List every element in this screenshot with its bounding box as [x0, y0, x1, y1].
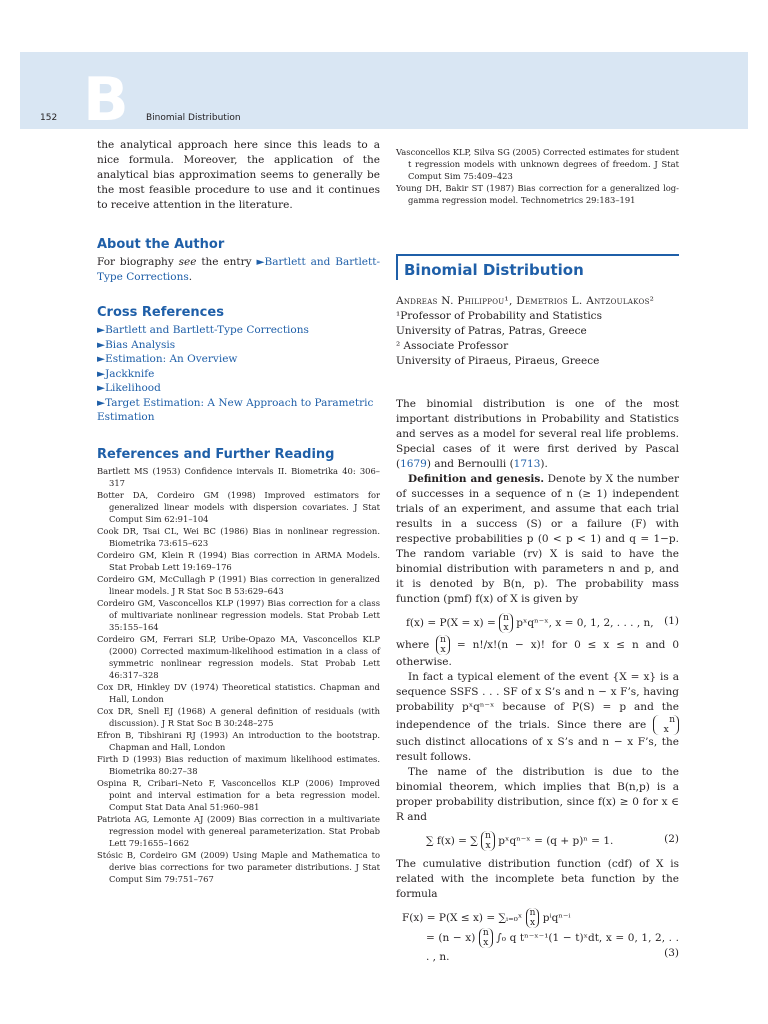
affiliation: University of Patras, Patras, Greece	[396, 325, 587, 337]
entry-title-block	[396, 254, 679, 280]
references-list	[97, 465, 380, 885]
cross-ref-link[interactable]: ►Jackknife	[97, 367, 155, 380]
where-paragraph: where n x = n!/x!(n − x)! for 0 ≤ x ≤ n and 0 otherwise.	[396, 635, 680, 668]
reference-item: Cordeiro GM, Vasconcellos KLP (1997) Bias correction for a class of multivariate nonlinear regression models. Stat Probab Lett 35:155–164	[97, 597, 380, 632]
reference-item: Vasconcellos KLP, Silva SG (2005) Corrected estimates for student t regression models with unknown degrees of freedom. J Stat Comput Sim 75:409–423	[396, 147, 679, 181]
cross-ref-link[interactable]: ►Bias Analysis	[97, 338, 176, 351]
about-link[interactable]: ►Bartlett and Bartlett-Type Corrections	[97, 256, 381, 283]
reference-item: Young DH, Bakir ST (1987) Bias correction for a generalized log-gamma regression model. Technometrics 29:183–191	[396, 183, 679, 205]
intro-paragraph: the analytical approach here since this leads to a nice formula. Moreover, the application of the analytical bias approximation seems to generally be the most feasible procedure to use and it continues to receive attention in the literature.	[97, 139, 380, 211]
reference-item: Ospina R, Cribari–Neto F, Vasconcellos KLP (2006) Improved point and interval estimation for a beta regression model. Comput Stat Data Anal 51:960–981	[97, 777, 380, 812]
reference-item: Patriota AG, Lemonte AJ (2009) Bias correction in a multivariate regression model with genereal parameterization. Stat Probab Lett 79:1655–1662	[97, 813, 380, 848]
equation-3: F(x) = P(X ≤ x) = ∑ᵢ₌₀ˣ n x pⁱqⁿ⁻ⁱ = (n − x) n x ∫₀ q tⁿ⁻ˣ⁻¹(1 − t)ˣdt, x = 0, 1, 2, . . . , n. (3)	[402, 908, 679, 963]
affiliation: ¹Professor of Probability and Statistics	[396, 310, 602, 322]
right-column	[396, 146, 680, 963]
cross-ref-link[interactable]: ►Estimation: An Overview	[97, 353, 238, 365]
definition-paragraph: Definition and genesis. Denote by X the number of successes in a sequence of n (≥ 1) independent trials of an experiment, and assume that each trial results in a success (S) or a failure (F) with respective probabilities p (0 < p < 1) and q = 1−p. The random variable (rv) X is said to have the binomial distribution with parameters n and p, and it is denoted by B(n, p). The probability mass function (pmf) f(x) of X is given by	[396, 473, 679, 605]
affiliation: ² Associate Professor	[396, 340, 509, 352]
section-letter: B	[83, 65, 129, 135]
affiliation: University of Piraeus, Piraeus, Greece	[396, 355, 600, 367]
about-text: For biography see the entry ►Bartlett and Bartlett-Type Corrections.	[97, 256, 381, 283]
reference-item: Cordeiro GM, Ferrari SLP, Uribe-Opazo MA, Vasconcellos KLP (2000) Corrected maximum-likelihood estimation in a class of symmetric nonlinear regression models. Stat Probab Lett 46:317–328	[97, 633, 380, 680]
running-title: Binomial Distribution	[146, 113, 241, 123]
reference-item: Cordeiro GM, Klein R (1994) Bias correction in ARMA Models. Stat Probab Lett 19:169–176	[97, 549, 380, 572]
cross-references-list	[97, 323, 380, 425]
reference-item: Cox DR, Snell EJ (1968) A general definition of residuals (with discussion). J R Stat Soc B 30:248–275	[97, 705, 380, 728]
citation-link[interactable]: 1713	[513, 458, 541, 470]
intro-paragraph-right: The binomial distribution is one of the most important distributions in Probability and Statistics and serves as a model for several real life problems. Special cases of it were first derived by Pascal (1679) and Bernoulli (1713).	[396, 398, 679, 470]
reference-item: Cook DR, Tsai CL, Wei BC (1986) Bias in nonlinear regression. Biometrika 73:615–623	[97, 525, 380, 548]
cross-ref-link[interactable]: ►Target Estimation: A New Approach to Parametric Estimation	[97, 396, 374, 423]
header-band	[20, 52, 748, 135]
equation-1: f(x) = P(X = x) = n x pˣqⁿ⁻ˣ, x = 0, 1, 2, . . . , n, (1)	[406, 613, 679, 633]
authors: Andreas N. Philippou¹, Demetrios L. Antzoulakos²	[396, 295, 655, 307]
authors-block	[396, 294, 679, 369]
cross-ref-link[interactable]: ►Likelihood	[97, 382, 161, 394]
cross-ref-link[interactable]: ►Bartlett and Bartlett-Type Corrections	[97, 324, 309, 336]
theorem-paragraph: The name of the distribution is due to the binomial theorem, which implies that B(n,p) is a proper probability distribution, since f(x) ≥ 0 for x ∈ R and	[396, 766, 679, 823]
left-column	[97, 138, 380, 885]
reference-item: Cordeiro GM, McCullagh P (1991) Bias correction in generalized linear models. J R Stat Soc B 53:629–643	[97, 573, 380, 596]
event-paragraph: In fact a typical element of the event {X = x} is a sequence SSFS . . . SF of x S’s and n − x F’s, having probability pˣqⁿ⁻ˣ because of P(S) = p and the independence of the trials. Since there are n x such distinct allocations of x S’s and n − x F’s, the result follows.	[396, 671, 679, 763]
article-body	[396, 397, 680, 963]
equation-2: ∑ f(x) = ∑ n x pˣqⁿ⁻ˣ = (q + p)ⁿ = 1. (2)	[426, 831, 679, 851]
reference-item: Bartlett MS (1953) Confidence intervals II. Biometrika 40: 306–317	[97, 465, 380, 488]
reference-item: Stósic B, Cordeiro GM (2009) Using Maple and Mathematica to derive bias corrections for two parameter distributions. J Stat Comput Sim 79:751–767	[97, 849, 380, 884]
about-heading: About the Author	[97, 237, 225, 252]
cross-references-heading: Cross References	[97, 305, 224, 320]
citation-link[interactable]: 1679	[400, 458, 427, 470]
reference-item: Botter DA, Cordeiro GM (1998) Improved estimators for generalized linear models with dispersion covariates. J Stat Comput Sim 62:91–104	[97, 489, 380, 524]
entry-title: Binomial Distribution	[404, 261, 584, 279]
reference-item: Efron B, Tibshirani RJ (1993) An introduction to the bootstrap. Chapman and Hall, London	[97, 729, 380, 752]
reference-item: Firth D (1993) Bias reduction of maximum likelihood estimates. Biometrika 80:27–38	[97, 753, 380, 776]
reference-item: Cox DR, Hinkley DV (1974) Theoretical statistics. Chapman and Hall, London	[97, 681, 380, 704]
page-number: 152	[40, 113, 58, 123]
references-heading: References and Further Reading	[97, 446, 335, 462]
cdf-paragraph: The cumulative distribution function (cdf) of X is related with the incomplete beta function by the formula	[396, 858, 679, 900]
